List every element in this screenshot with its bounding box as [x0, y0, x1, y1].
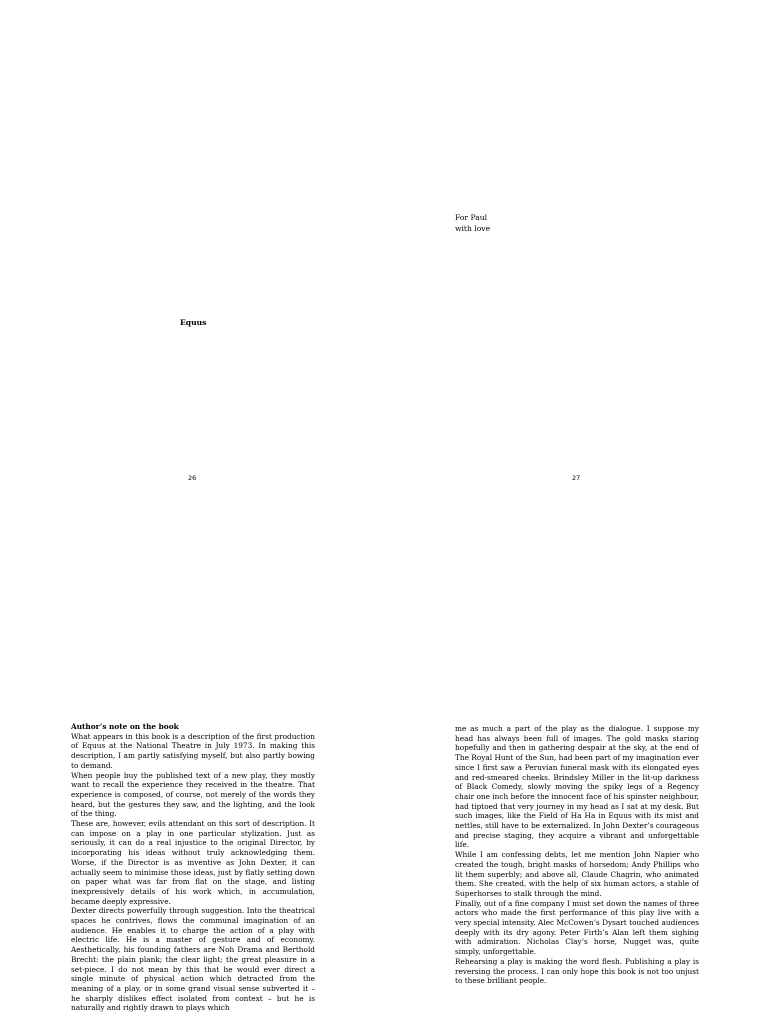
page-number-left: 26	[188, 474, 197, 482]
page-number-right: 27	[572, 474, 581, 482]
paragraph: Rehearsing a play is making the word flesh. Publishing a play is reversing the process. I can only hope this book is not too unjust to these brilliant people.	[455, 956, 699, 986]
author-note-heading: Author’s note on the book	[71, 722, 179, 731]
paragraph: Dexter directs powerfully through suggestion. Into the theatrical spaces he contrives, flows the communal imagination of an audience. He enables it to charge the action of a play with electric life. He is a master of gesture and of economy. Aesthetically, his founding fathers are Noh Drama and Berthold Brecht: the plain plank; the clear light; the great pleasure in a set-piece. I do not mean by this that he would ever direct a single minute of physical action which detracted from the meaning of a play, or in some grand visual sense subverted it – he sharply dislikes effect isolated from context – but he is naturally and rightly drawn to plays which	[71, 906, 315, 1013]
dedication	[455, 212, 490, 234]
paragraph: When people buy the published text of a new play, they mostly want to recall the experience they received in the theatre. That experience is composed, of course, not merely of the words they heard, but the gestures they saw, and the lighting, and the look of the thing.	[71, 770, 315, 819]
author-note-left-column	[71, 722, 315, 1024]
paragraph: Finally, out of a fine company I must set down the names of three actors who made the first performance of this play live with a very special intensity. Alec McCowen’s Dysart touched audiences deeply with its dry agony. Peter Firth’s Alan left them sighing with admiration. Nicholas Clay’s horse, Nugget was, quite simply, unforgettable.	[455, 898, 699, 957]
dedication-line-2: with love	[455, 224, 491, 233]
paragraph: What appears in this book is a description of the first production of Equus at the National Theatre in July 1973. In making this description, I am partly satisfying myself, but also partly bowing to demand.	[71, 731, 315, 770]
paragraph: These are, however, evils attendant on this sort of description. It can impose on a play in one particular stylization. Just as seriously, it can do a real injustice to the original Director, by incorporating his ideas without truly acknowledging them. Worse, if the Director is as inventive as John Dexter, it can actually seem to minimise those ideas, just by flatly setting down on paper what was far from flat on the stage, and listing inexpressively details of his work which, in accumulation, became deeply expressive.	[71, 819, 315, 906]
dedication-line-1: For Paul	[455, 213, 488, 222]
paragraph: me as much a part of the play as the dialogue. I suppose my head has always been full of images. The gold masks staring hopefully and then in gathering despair at the sky, at the end of The Royal Hunt of the Sun, had been part of my imagination ever since I first saw a Peruvian funeral mask with its elongated eyes and red-smeared cheeks. Brindsley Miller in the lit-up darkness of Black Comedy, slowly moving the spiky legs of a Regency chair one inch before the innocent face of his spinster neighbour, had tiptoed that very journey in my head as I sat at my desk. But such images, like the Field of Ha Ha in Equus with its mist and nettles, still have to be externalized. In John Dexter’s courageous and precise staging, they acquire a vibrant and unforgettable life.	[455, 724, 699, 850]
paragraph: While I am confessing debts, let me mention John Napier who created the tough, bright masks of horsedom; Andy Phillips who lit them superbly; and above all, Claude Chagrin, who animated them. She created, with the help of six human actors, a stable of Superhorses to stalk through the mind.	[455, 850, 699, 898]
half-title: Equus	[180, 318, 207, 327]
author-note-right-column	[455, 724, 699, 1024]
